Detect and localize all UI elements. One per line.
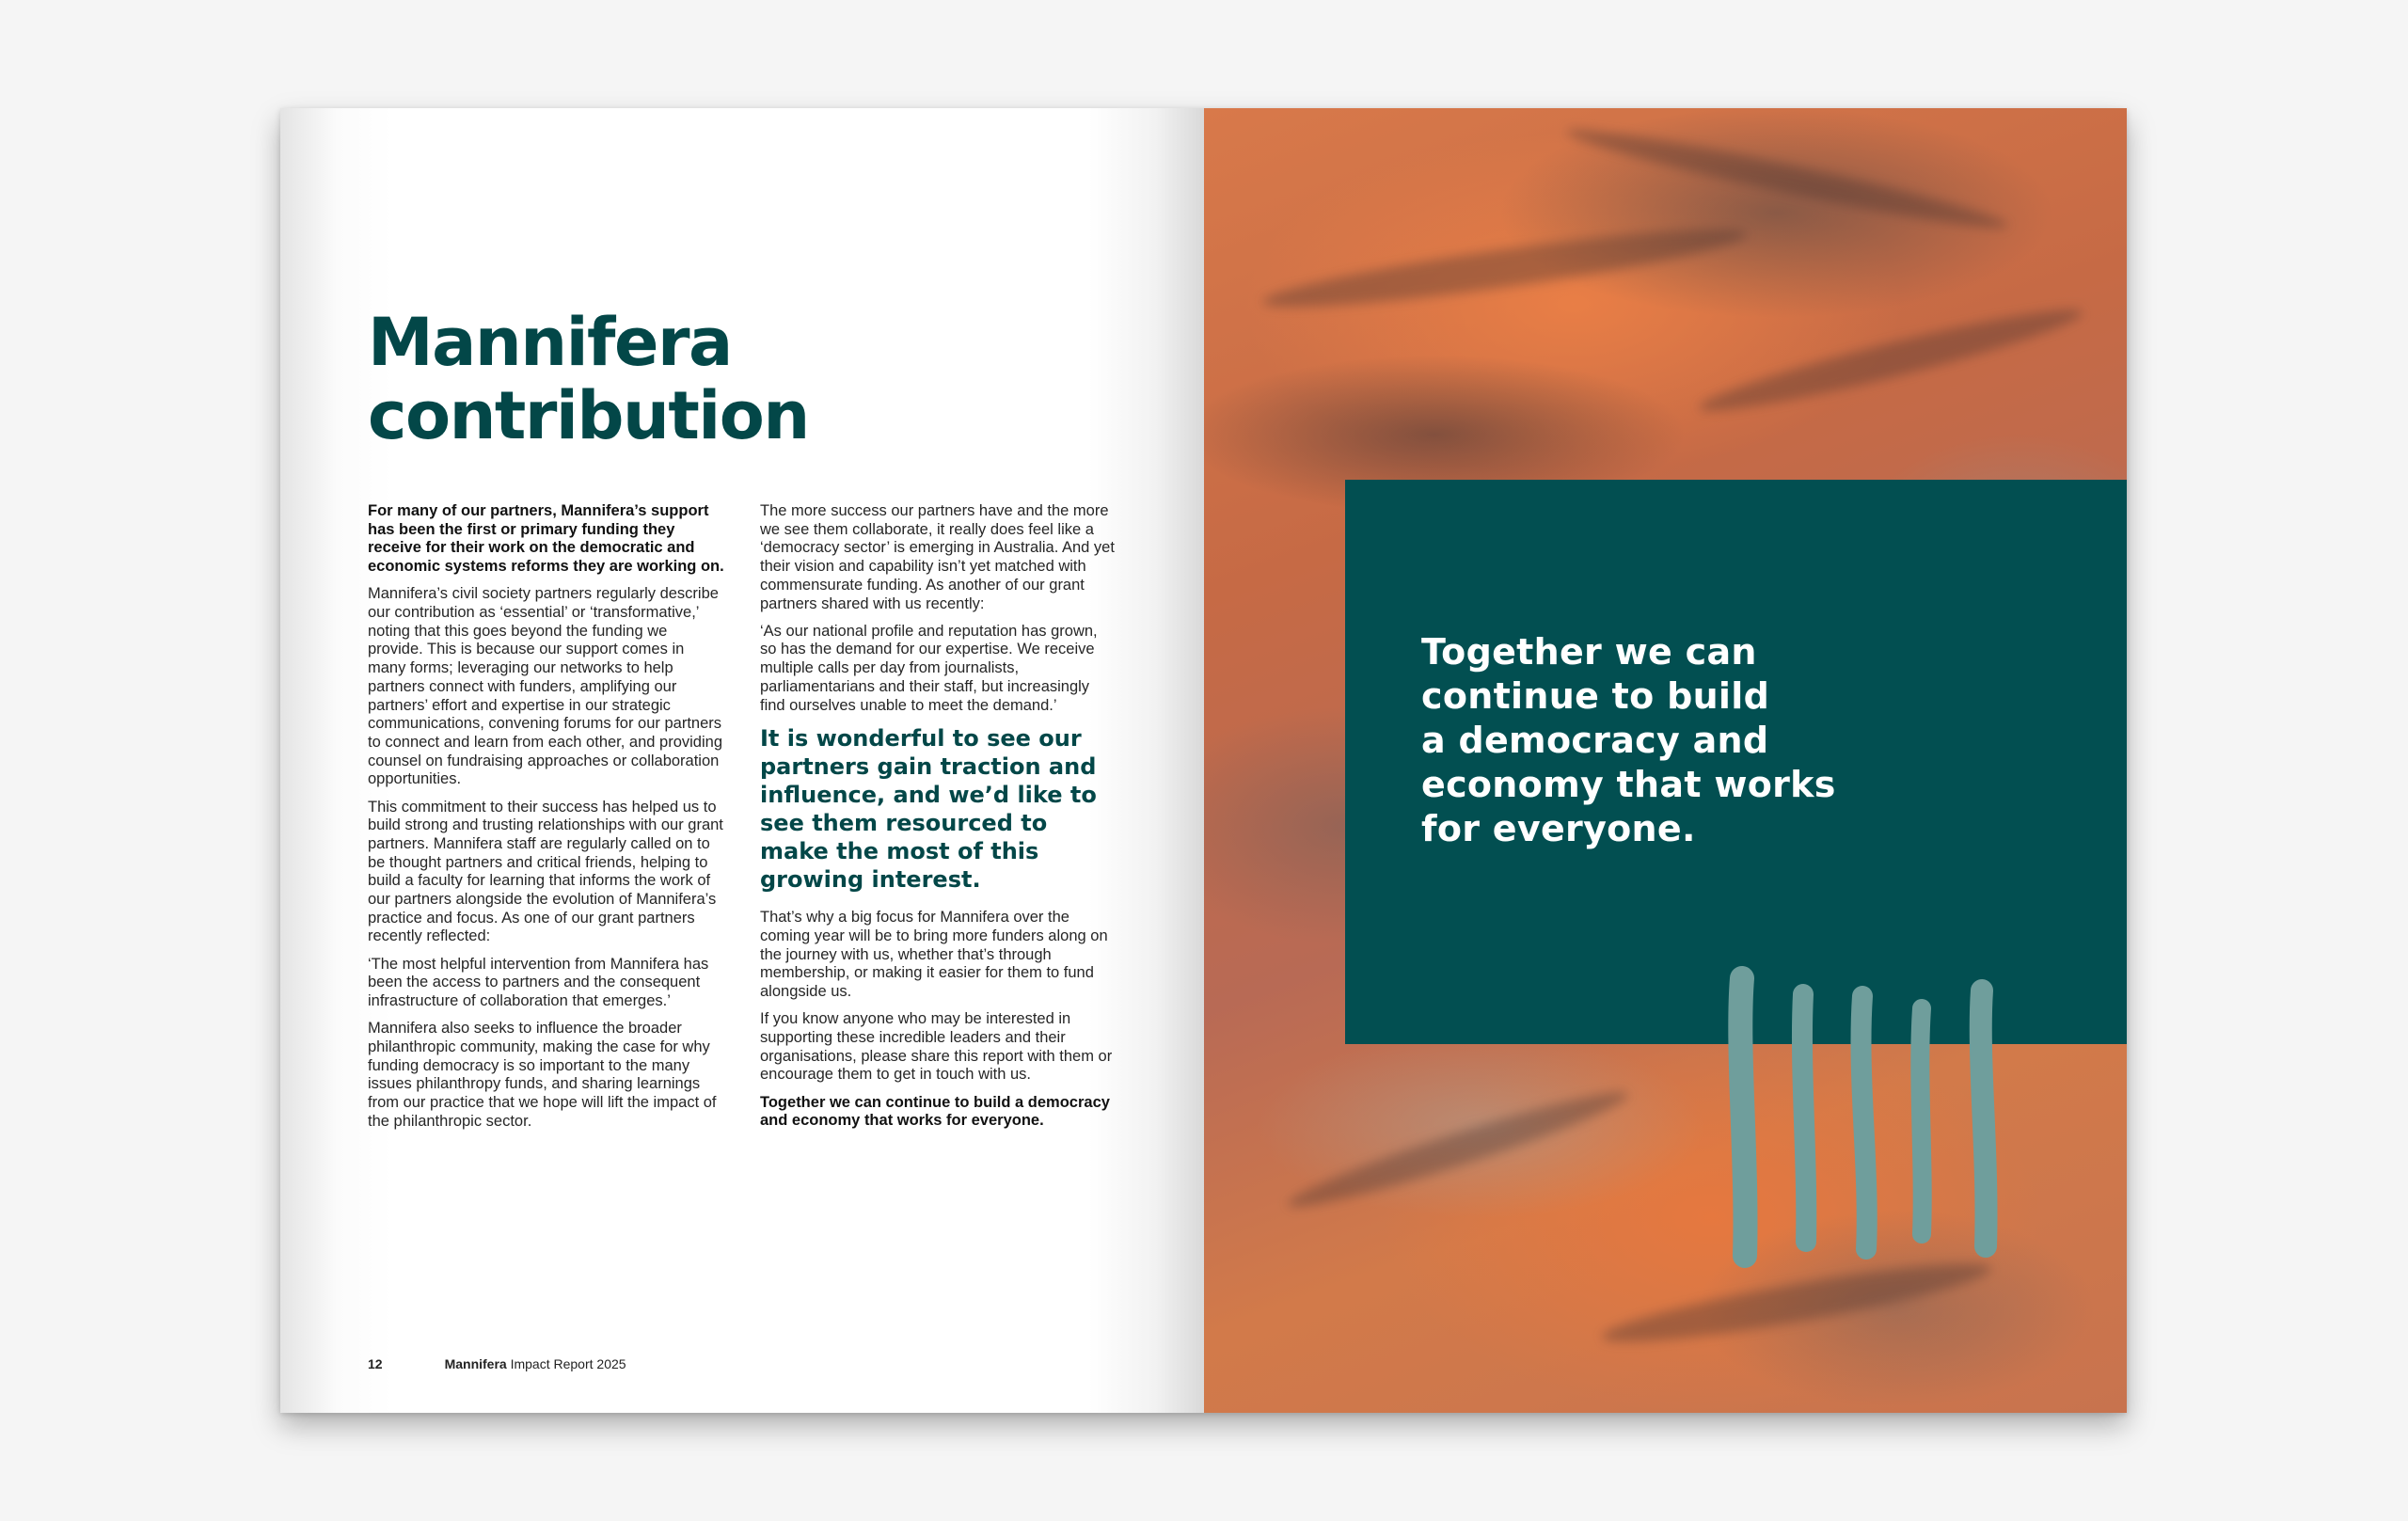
text-column-2 [760, 502, 1117, 1139]
body-paragraph: Mannifera’s civil society partners regularly describe our contribution as ‘essential’ or ‘transformative,’ noting that this goes beyond the funding we provide. This is because our support comes in many forms; leveraging our networks to help partners connect with funders, amplifying our partners’ effort and expertise in our strategic communications, convening forums for our partners to connect and learn from each other, and providing counsel on fundraising approaches or collaboration opportunities. [368, 585, 722, 788]
brush-stroke [1981, 990, 1987, 1246]
body-paragraph: If you know anyone who may be interested in supporting these incredible leaders and their organisations, please share this report with them or encourage them to get in touch with us. [760, 1010, 1113, 1084]
brush-stroke [1920, 1008, 1922, 1234]
title-line-2: contribution [368, 377, 809, 454]
lead-paragraph: For many of our partners, Mannifera’s support has been the first or primary funding they receive for their work on the democratic and economic systems reforms they are working on. [368, 502, 724, 576]
feature-quote: Together we can continue to build a democracy and economy that works for everyone. [1421, 631, 1836, 849]
body-paragraph: This commitment to their success has helped us to build strong and trusting relationships with our grant partners. Mannifera staff are regularly called on to be thought partners and critical friends, helping to build a faculty for learning that informs the work of our partners alongside the evolution of Mannifera’s practice and focus. As one of our grant partners recently reflected: [368, 798, 723, 945]
left-page [280, 108, 1204, 1413]
footer-brand: Mannifera [444, 1356, 507, 1371]
brush-stroke [1802, 994, 1806, 1242]
magazine-spread [280, 108, 2127, 1413]
body-paragraph: Mannifera also seeks to influence the broader philanthropic community, making the case for why funding democracy is so important to the many issues philanthropy funds, and sharing learnings from our practice that we hope will lift the impact of the philanthropic sector. [368, 1020, 717, 1130]
partner-quote: ‘As our national profile and reputation has grown, so has the demand for our expertise. We receive multiple calls per day from journalists, parliamentarians and their staff, but increasingly find ourselves unable to meet the demand.’ [760, 622, 1098, 714]
brush-stroke [1861, 996, 1866, 1249]
text-column-1 [368, 502, 725, 1140]
pull-quote: It is wonderful to see our partners gain traction and influence, and we’d like to see them resourced to make the most of this growing interest. [760, 725, 1097, 894]
page-title [368, 306, 809, 452]
body-paragraph: The more success our partners have and the more we see them collaborate, it really does feel like a ‘democracy sector’ is emerging in Australia. And yet their vision and capability isn’t yet matched with commensurate funding. As another of our grant partners shared with us recently: [760, 502, 1115, 612]
page-footer [368, 1356, 626, 1371]
partner-quote: ‘The most helpful intervention from Mannifera has been the access to partners and the consequent infrastructure of collaboration that emerges.’ [368, 955, 709, 1010]
right-page-bark-image [1204, 108, 2127, 1413]
brush-stroke [1740, 978, 1745, 1256]
brush-strokes-decoration [1204, 108, 2127, 1413]
body-paragraph: That’s why a big focus for Mannifera over the coming year will be to bring more funders along on the journey with us, whether that’s through membership, or making it easier for them to fund alongside us. [760, 909, 1108, 1001]
closing-statement: Together we can continue to build a democracy and economy that works for everyone. [760, 1093, 1110, 1130]
page-number: 12 [368, 1356, 383, 1371]
footer-report-title: Impact Report 2025 [506, 1356, 626, 1371]
title-line-1: Mannifera [368, 304, 732, 381]
